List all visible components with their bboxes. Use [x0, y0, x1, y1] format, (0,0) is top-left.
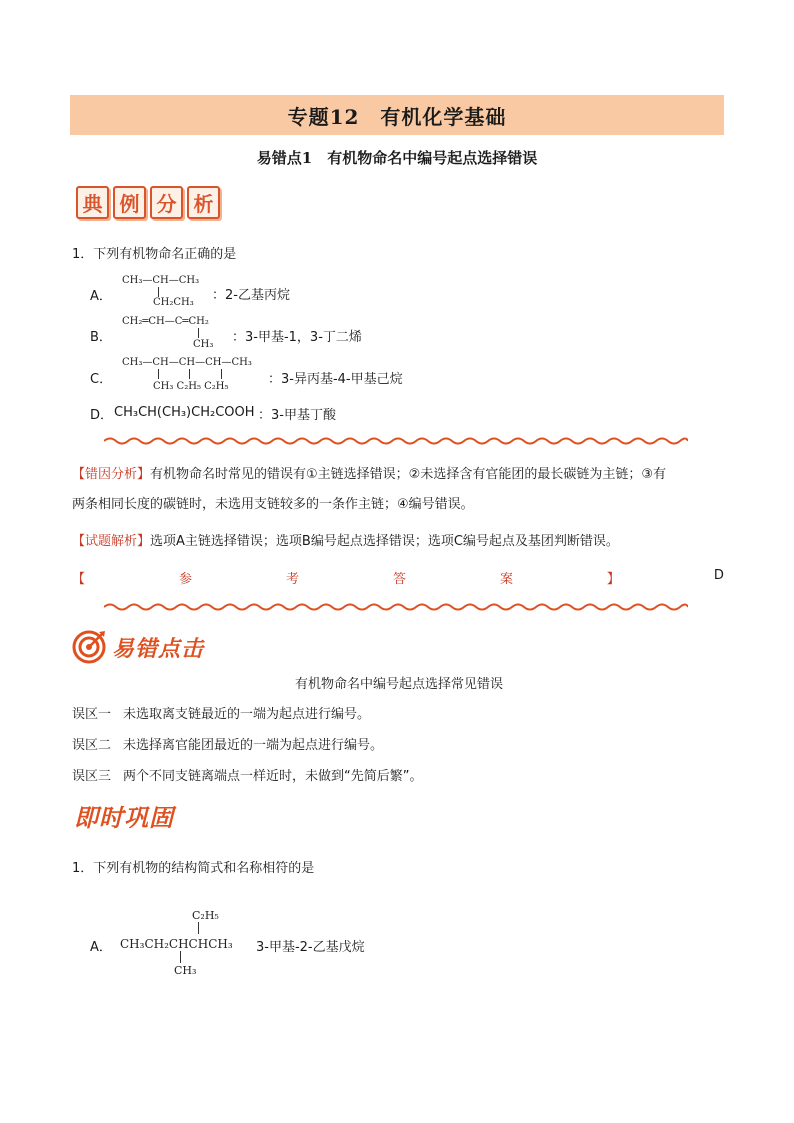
- option-d-name: ：3-甲基丁酸: [258, 408, 336, 423]
- practice-a-top: C₂H₅: [192, 909, 219, 922]
- answer-label-char: 考: [285, 572, 299, 587]
- option-b-letter: B．: [90, 330, 112, 345]
- option-a-formula-top: CH₃—CH—CH₃: [122, 275, 200, 286]
- practice-a-letter: A．: [90, 940, 112, 955]
- wave-divider: [104, 436, 688, 446]
- option-a-letter: A．: [90, 289, 112, 304]
- reference-answer: [72, 568, 724, 587]
- pitfall-item: [72, 768, 423, 786]
- answer-label-char: 答: [392, 572, 406, 587]
- option-a-formula-bottom: CH₂CH₃: [153, 297, 194, 308]
- badge-char: 分: [150, 186, 183, 219]
- practice-a-main: CH₃CH₂CHCHCH₃: [120, 937, 233, 951]
- example-analysis-badges: [76, 186, 220, 219]
- option-c-name: ：3-异丙基-4-甲基己烷: [268, 372, 403, 387]
- practice-a-bottom: CH₃: [174, 964, 197, 977]
- error-analysis-text: 有机物命名时常见的错误有①主链选择错误；②未选择含有官能团的最长碳链为主链；③有: [150, 467, 666, 482]
- target-icon: [72, 630, 106, 664]
- option-b-formula-bottom: CH₃: [193, 339, 214, 350]
- practice-heading: 即时巩固: [74, 804, 174, 832]
- option-c-letter: C．: [90, 372, 113, 387]
- bond-line: [189, 369, 190, 379]
- answer-label-char: 【: [72, 572, 86, 587]
- badge-char: 典: [76, 186, 109, 219]
- pitfall-item-label: 误区二: [72, 738, 112, 753]
- bond-line: [198, 328, 199, 338]
- practice-a-name: 3-甲基-2-乙基戊烷: [256, 940, 365, 955]
- badge-char: 例: [113, 186, 146, 219]
- explanation-label: 【试题解析】: [72, 534, 151, 549]
- pitfall-item-label: 误区一: [72, 707, 112, 722]
- pitfall-item-text: 未选取离支链最近的一端为起点进行编号。: [123, 707, 371, 722]
- section-subtitle: 易错点1 有机物命名中编号起点选择错误: [256, 149, 538, 167]
- option-b-formula-top: CH₂═CH—C═CH₂: [122, 316, 209, 327]
- answer-value: D: [713, 568, 724, 583]
- pitfall-title: 有机物命名中编号起点选择常见错误: [294, 677, 503, 692]
- answer-label-char: 参: [178, 572, 192, 587]
- error-analysis-label: 【错因分析】: [72, 467, 151, 482]
- explanation-text: 选项A主链选择错误；选项B编号起点选择错误；选项C编号起点及基团判断错误。: [150, 534, 619, 549]
- explanation: [72, 527, 726, 557]
- option-d-letter: D．: [90, 408, 114, 423]
- pitfall-item-label: 误区三: [72, 769, 112, 784]
- bond-line: [180, 951, 181, 963]
- pitfall-item-text: 两个不同支链离端点一样近时，未做到“先简后繁”。: [123, 769, 423, 784]
- pitfall-item: [72, 706, 370, 724]
- answer-label-char: 案: [499, 572, 513, 587]
- option-c-formula-bottom: CH₃ C₂H₅ C₂H₅: [153, 381, 229, 392]
- error-analysis: [72, 460, 726, 490]
- wave-divider: [104, 602, 688, 612]
- practice-question: 1．下列有机物的结构简式和名称相符的是: [72, 861, 315, 876]
- pitfall-item: [72, 737, 383, 755]
- bond-line: [221, 369, 222, 379]
- page-title: 专题12 有机化学基础: [287, 104, 507, 129]
- option-a-name: ：2-乙基丙烷: [212, 288, 290, 303]
- answer-label-char: 】: [606, 572, 620, 587]
- option-d-formula: CH₃CH(CH₃)CH₂COOH: [114, 405, 255, 420]
- error-analysis-cont: 两条相同长度的碳链时，未选用支链较多的一条作主链；④编号错误。: [72, 497, 474, 512]
- bond-line: [158, 369, 159, 379]
- pitfall-heading-row: [72, 630, 204, 664]
- badge-char: 析: [187, 186, 220, 219]
- bond-line: [158, 287, 159, 297]
- option-b-name: ：3-甲基-1，3-丁二烯: [232, 330, 362, 345]
- pitfall-item-text: 未选择离官能团最近的一端为起点进行编号。: [123, 738, 384, 753]
- option-c-formula-top: CH₃—CH—CH—CH—CH₃: [122, 357, 252, 368]
- example-question: 1．下列有机物命名正确的是: [72, 247, 237, 262]
- pitfall-heading: 易错点击: [112, 636, 205, 662]
- title-banner: [70, 95, 724, 135]
- bond-line: [198, 922, 199, 934]
